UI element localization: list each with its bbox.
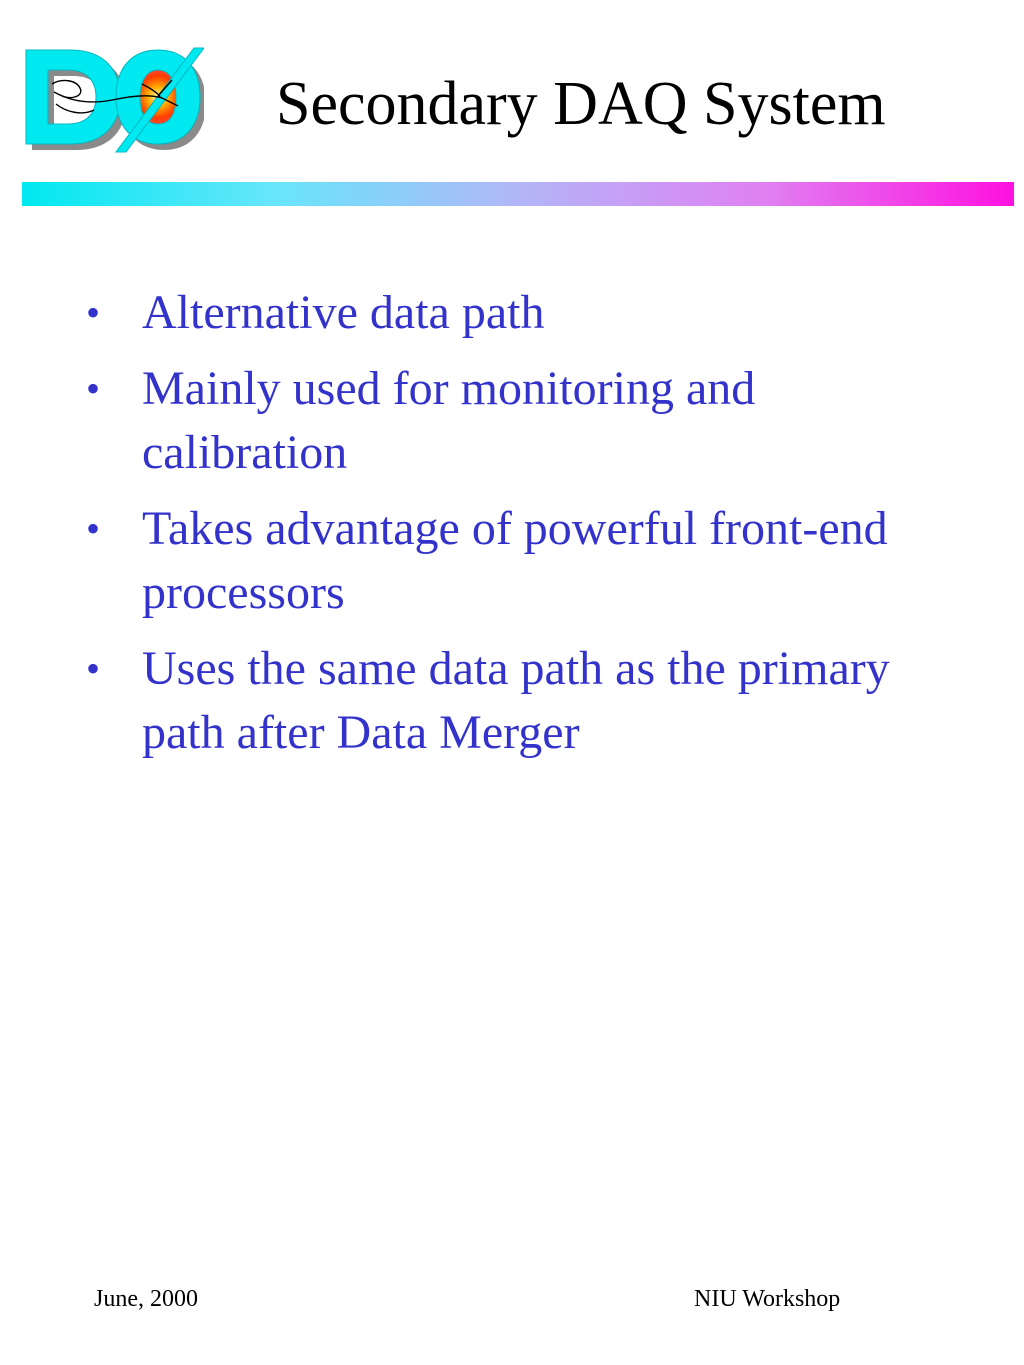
bullet-dot-icon: • (86, 646, 101, 691)
title-divider-bar (22, 182, 1014, 206)
bullet-dot-icon: • (86, 290, 101, 335)
bullet-dot-icon: • (86, 506, 101, 551)
bullet-dot-icon: • (86, 366, 101, 411)
bullet-text: Uses the same data path as the primary path after Data Merger (142, 642, 890, 759)
bullet-item (86, 637, 906, 765)
bullet-item (86, 357, 906, 485)
bullet-text: Mainly used for monitoring and calibration (142, 362, 756, 479)
bullet-text: Takes advantage of powerful front-end processors (142, 502, 888, 619)
bullet-item (86, 497, 906, 625)
bullet-list (86, 281, 906, 777)
slide-title: Secondary DAQ System (276, 70, 886, 138)
d0-logo-icon (22, 44, 204, 156)
footer-event: NIU Workshop (694, 1286, 841, 1312)
footer-date: June, 2000 (94, 1286, 198, 1312)
bullet-text: Alternative data path (142, 286, 545, 339)
bullet-item (86, 281, 906, 345)
